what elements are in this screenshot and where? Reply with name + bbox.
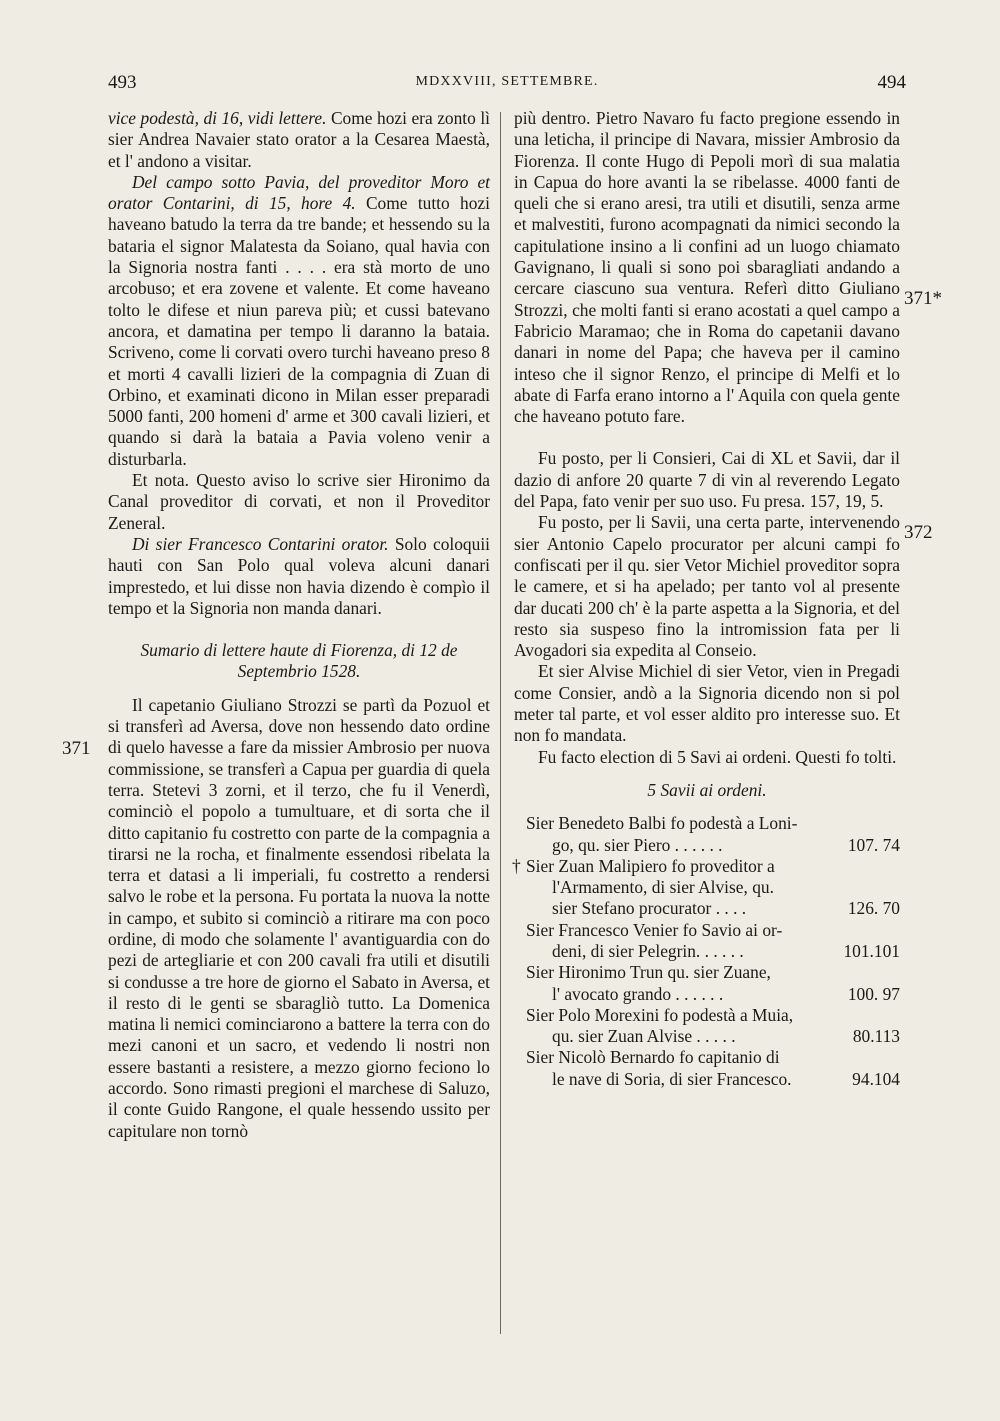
running-title: MDXXVIII, SETTEMBRE.	[415, 74, 599, 89]
entry-line: Sier Benedeto Balbi fo podestà a Loni-	[526, 813, 798, 834]
paragraph: Et nota. Questo aviso lo scrive sier Hironimo da Canal proveditor di corvati, et non il Proveditor Zeneral.	[108, 470, 490, 533]
section-heading: Sumario di lettere haute di Fiorenza, di 12 de Septembrio 1528.	[140, 640, 458, 682]
entry-line: sier Stefano procurator . . . .	[552, 898, 747, 919]
election-entry	[526, 962, 900, 1005]
vote-count: 94.104	[852, 1068, 900, 1089]
election-entry	[512, 855, 900, 920]
vote-count: 101.101	[843, 940, 900, 961]
vote-count: 107. 74	[847, 834, 900, 855]
spacer	[514, 768, 900, 780]
page-number-left: 493	[108, 72, 137, 93]
italic-source: Del campo sotto Pavia, del proveditor Moro et orator Contarini, di 15, hore 4.	[108, 171, 490, 214]
election-entry	[526, 813, 900, 856]
paragraph: Il capetanio Giuliano Strozzi se partì da Pozuol et si transferì ad Aversa, dove non hessendo dato ordine di quelo havesse a fare da missier Ambrosio per nuova commissione, se transferì a Capua per guardia di quela terra. Stetevi 3 zorni, et il terzo, che fu il Venerdì, cominciò el popolo a tumultuare, et di sorta che il ditto capitanio fu costretto con parte de la compagnia a tirarsi ne la rocha, et finalmente essendosi ribelata la terra et datasi a li imperiali, fu costretto a rendersi salvo le robe et la persona. Fu portata la nuova la notte in campo, et subito si cominciò a ritirare ma con poco ordine, di modo che solamente l' avantiguardia con do pezi de artegliarie et con 200 cavali fra utili et disutili si condusse a tre hore de giorno el Sabato in Aversa, et il resto di le genti se sbaragliò tutto. La Domenica matina li nemici cominciarono a battere la terra con do mezi canoni et un sacro, et vedendo li nostri non essere bastanti a resistere, a mezzo giorno feciono lo accordo. Sono rimasti pregioni el marchese di Saluzo, il conte Guido Rangone, el quale hessendo ussito per capitulare non tornò	[108, 694, 490, 1141]
entry-line: le nave di Soria, di sier Francesco.	[552, 1068, 792, 1089]
entry-line: Sier Hironimo Trun qu. sier Zuane,	[526, 962, 771, 983]
paragraph-text: Come hozi era zonto lì sier Andrea Navaier stato orator a la Cesarea Maestà, et l' andono a visitar.	[108, 108, 491, 171]
paragraph: Fu posto, per li Savii, una certa parte, intervenendo sier Antonio Capelo procurator per alcuni campi fo confiscati per il qu. sier Vetor Michiel proveditor sopra le camere, et si ha apelado; per tanto vol al presente dar ducati 200 ch' è la parte aspetta a la Signoria, et del resto sia suspeso fino la intromission fata per li Avogadori sia expedita al Conseio.	[514, 512, 900, 661]
election-entry	[526, 920, 900, 963]
margin-note-371-star: 371*	[904, 288, 942, 309]
entry-line: l'Armamento, di sier Alvise, qu.	[552, 877, 774, 898]
paragraph	[108, 172, 490, 470]
entry-line: Sier Francesco Venier fo Savio ai or-	[526, 919, 783, 940]
right-column	[514, 108, 900, 1090]
margin-note-372: 372	[904, 522, 933, 543]
spacer	[514, 427, 900, 448]
paragraph-text: Solo coloquii hauti con San Polo qual voleva alcuni danari imprestedo, et lui disse non havia dizendo è compìo il tempo et la Signoria non manda danari.	[108, 533, 490, 618]
spacer	[108, 619, 490, 640]
entry-line: l' avocato grando . . . . . .	[552, 983, 724, 1004]
paragraph: Fu facto election di 5 Savi ai ordeni. Questi fo tolti.	[538, 746, 897, 767]
paragraph	[108, 534, 490, 619]
paragraph: Et sier Alvise Michiel di sier Vetor, vien in Pregadi come Consier, andò a la Signoria dicendo non si pol meter tal parte, et vol esser aldito pro interesse suo. Et non fo mandata.	[514, 661, 900, 746]
margin-note-371: 371	[62, 738, 91, 759]
paragraph-text: Come tutto hozi haveano batudo la terra da tre bande; et hessendo su la bataria el signor Malatesta da Soiano, qual havia con la Signoria nostra fanti . . . . era stà morto de uno arcobuso; et era zovene et valente. Et come haveano tolto le difese et niun pareva più; et cussi batevano ancora, et damatina per tempo li daranno la bataia. Scriveno, come li corvati overo turchi haveano preso 8 et morti 4 cavalli lizieri de la compagnia di Zuan di Orbino, et examinati dicono in Milan esser preparadi 5000 fanti, 200 homeni d' arme et 300 cavali lizieri, et quando si darà la bataia a Pavia voleno venir a disturbarla.	[108, 193, 490, 469]
entry-line: Sier Nicolò Bernardo fo capitanio di	[526, 1047, 780, 1068]
election-entry	[526, 1047, 900, 1090]
section-heading: 5 Savii ai ordeni.	[647, 779, 767, 800]
vote-count: 100. 97	[847, 983, 900, 1004]
paragraph	[108, 108, 490, 172]
paragraph: Fu posto, per li Consieri, Cai di XL et Savii, dar il dazio di anfore 20 quarte 7 di vin al reverendo Legato del Papa, fato venir per suo uso. Fu presa. 157, 19, 5.	[514, 448, 900, 512]
spacer	[514, 801, 900, 813]
entry-line: Sier Polo Morexini fo podestà a Muia,	[526, 1004, 794, 1025]
left-column	[108, 108, 490, 1142]
entry-line: qu. sier Zuan Alvise . . . . .	[552, 1026, 736, 1047]
election-list	[514, 813, 900, 1090]
running-header	[108, 72, 906, 96]
entry-line: deni, di sier Pelegrin. . . . . .	[552, 940, 744, 961]
entry-line: go, qu. sier Piero . . . . . .	[552, 834, 723, 855]
vote-count: 126. 70	[847, 898, 900, 919]
election-entry	[526, 1005, 900, 1048]
dagger-mark: †	[512, 855, 521, 876]
entry-line: Sier Zuan Malipiero fo proveditor a	[526, 855, 775, 876]
spacer	[108, 683, 490, 695]
italic-source: vice podestà, di 16, vidi lettere.	[108, 108, 327, 128]
paragraph: più dentro. Pietro Navaro fu facto pregione essendo in una leticha, il principe di Navara, missier Ambrosio da Fiorenza. Il conte Hugo di Pepoli morì di sua malatia in Capua do hore avanti la se ribelasse. 4000 fanti de queli che si erano aresi, tra utili et disutili, senza arme et malvestiti, furono acompagnati da nimici secondo la capitulatione insino a li confini ad un luogo chiamato Gavignano, li quali si sono poi sbaragliati andando a cercare ciascuno sua ventura. Referì ditto Giuliano Strozzi, che molti fanti si erano acostati a quel campo a Fabricio Maramao; che in Roma do capetanii davano danari in nome del Papa; che haveva per il camino inteso che il signor Renzo, el principe di Melfi et lo abate di Farfa erano intorno a l' Aquila con quela gente che haveano potuto fare.	[514, 108, 900, 427]
italic-source: Di sier Francesco Contarini orator.	[132, 533, 389, 554]
column-divider	[500, 112, 501, 1334]
page-number-right: 494	[877, 72, 906, 93]
vote-count: 80.113	[852, 1026, 900, 1047]
